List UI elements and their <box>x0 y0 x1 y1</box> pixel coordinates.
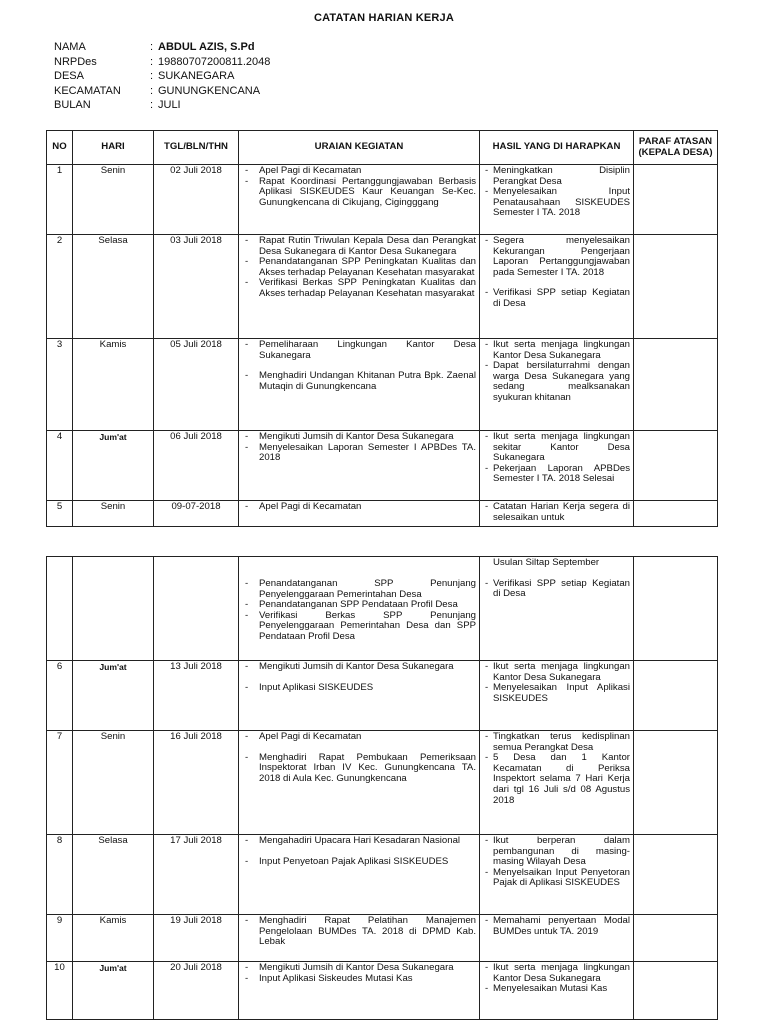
document-title: CATATAN HARIAN KERJA <box>313 12 455 24</box>
activity-item: - Verifikasi Berkas SPP Peningkatan Kualitas dan Akses terhadap Pelayanan Kesehatan masyarakat <box>242 278 476 299</box>
row-activities <box>239 235 480 339</box>
row-no: 4 <box>47 431 73 501</box>
activity-item: - Input Aplikasi Siskeudes Mutasi Kas <box>242 974 476 985</box>
row-day: Senin <box>73 501 154 527</box>
row-date: 05 Juli 2018 <box>154 339 239 431</box>
result-item: - Ikut serta menjaga lingkungan Kantor Desa Sukanegara <box>483 662 630 683</box>
result-item: - Memahami penyertaan Modal BUMDes untuk TA. 2019 <box>483 916 630 937</box>
row-day: Senin <box>73 731 154 835</box>
result-item: - Verifikasi SPP setiap Kegiatan di Desa <box>483 288 630 309</box>
activity-item: - Mengikuti Jumsih di Kantor Desa Sukanegara <box>242 963 476 974</box>
row-results <box>480 431 634 501</box>
info-row-kecamatan <box>54 84 270 99</box>
header-activities: URAIAN KEGIATAN <box>239 131 480 165</box>
row-results <box>480 661 634 731</box>
header-no: NO <box>47 131 73 165</box>
result-item: - 5 Desa dan 1 Kantor Kecamatan di Periksa Inspektort selama 7 Hari Kerja dari tgl 16 Juli s/d 08 Agustus 2018 <box>483 753 630 806</box>
row-no: 9 <box>47 915 73 962</box>
row-date: 06 Juli 2018 <box>154 431 239 501</box>
row-activities <box>239 165 480 235</box>
row-no: 7 <box>47 731 73 835</box>
info-row-desa <box>54 69 270 84</box>
table-row <box>47 962 718 1020</box>
row-activities <box>239 835 480 915</box>
info-colon: : <box>150 99 154 111</box>
row-signature <box>634 962 718 1020</box>
row-no: 8 <box>47 835 73 915</box>
row-signature <box>634 235 718 339</box>
row-no: 1 <box>47 165 73 235</box>
activity-item: - Apel Pagi di Kecamatan <box>242 502 476 513</box>
row-day: Jum'at <box>73 431 154 501</box>
row-results <box>480 835 634 915</box>
row-signature <box>634 431 718 501</box>
activity-item: - Menghadiri Rapat Pembukaan Pemeriksaan Inspektorat Irban IV Kec. Gunungkencana TA. 2018 di Aula Kec. Gunungkencana <box>242 753 476 785</box>
activity-item: - Apel Pagi di Kecamatan <box>242 166 476 177</box>
row-results <box>480 962 634 1020</box>
info-label: NAMA <box>54 41 86 53</box>
result-item: - Meningkatkan Disiplin Perangkat Desa <box>483 166 630 187</box>
row-signature <box>634 835 718 915</box>
info-colon: : <box>150 55 154 68</box>
row-results <box>480 501 634 527</box>
row-no: 3 <box>47 339 73 431</box>
activity-item: - Menghadiri Rapat Pelatihan Manajemen Pengelolaan BUMDes TA. 2018 di DPMD Kab. Lebak <box>242 916 476 948</box>
table-row <box>47 339 718 431</box>
row-signature <box>634 165 718 235</box>
row-activities <box>239 915 480 962</box>
activity-table-page-2 <box>46 556 718 1020</box>
result-item: - Verifikasi SPP setiap Kegiatan di Desa <box>483 579 630 600</box>
table-row <box>47 661 718 731</box>
activity-item: - Penandatanganan SPP Peningkatan Kualitas dan Akses terhadap Pelayanan Kesehatan masyarakat <box>242 257 476 278</box>
activity-item: - Pemeliharaan Lingkungan Kantor Desa Sukanegara <box>242 340 476 361</box>
row-signature <box>634 339 718 431</box>
activity-item: - Input Penyetoan Pajak Aplikasi SISKEUDES <box>242 857 476 868</box>
info-colon: : <box>150 41 154 53</box>
result-item: - Menyelesaikan Mutasi Kas <box>483 984 630 995</box>
activity-item: - Apel Pagi di Kecamatan <box>242 732 476 743</box>
info-colon: : <box>150 84 154 97</box>
activity-item: - Penandatanganan SPP Penunjang Penyelenggaraan Pemerintahan Desa <box>242 579 476 600</box>
row-date: 02 Juli 2018 <box>154 165 239 235</box>
row-activities <box>239 557 480 661</box>
table-row <box>47 835 718 915</box>
activity-item: - Input Aplikasi SISKEUDES <box>242 683 476 694</box>
row-date: 19 Juli 2018 <box>154 915 239 962</box>
activity-item: - Rapat Rutin Triwulan Kepala Desa dan Perangkat Desa Sukanegara di Kantor Desa Sukanegara <box>242 236 476 257</box>
result-item: - Ikut serta menjaga lingkungan Kantor Desa Sukanegara <box>483 963 630 984</box>
row-date: 03 Juli 2018 <box>154 235 239 339</box>
row-date: 09-07-2018 <box>154 501 239 527</box>
result-item: - Catatan Harian Kerja segera di selesaikan untuk <box>483 502 630 523</box>
row-date: 20 Juli 2018 <box>154 962 239 1020</box>
activity-item: - Menyelesaikan Laporan Semester I APBDes TA. 2018 <box>242 443 476 464</box>
info-row-bulan <box>54 98 270 113</box>
row-date <box>154 557 239 661</box>
info-label: DESA <box>54 70 84 82</box>
row-results <box>480 557 634 661</box>
row-activities <box>239 731 480 835</box>
row-signature <box>634 501 718 527</box>
row-day: Jum'at <box>73 962 154 1020</box>
table-row <box>47 731 718 835</box>
result-item: Usulan Siltap September <box>493 557 600 568</box>
row-day: Kamis <box>73 915 154 962</box>
row-day: Selasa <box>73 835 154 915</box>
row-date: 16 Juli 2018 <box>154 731 239 835</box>
row-results <box>480 339 634 431</box>
table-row-continuation <box>47 557 718 661</box>
row-no <box>47 557 73 661</box>
row-no: 6 <box>47 661 73 731</box>
table-row <box>47 235 718 339</box>
table-row <box>47 165 718 235</box>
activity-item: - Penandatanganan SPP Pendataan Profil Desa <box>242 600 476 611</box>
activity-item: - Verifikasi Berkas SPP Penunjang Penyelenggaraan Pemerintahan Desa dan SPP Pendataan Profil Desa <box>242 611 476 643</box>
row-results <box>480 915 634 962</box>
row-results <box>480 235 634 339</box>
row-activities <box>239 339 480 431</box>
header-signature: PARAF ATASAN (KEPALA DESA) <box>634 131 718 165</box>
info-value: GUNUNGKENCANA <box>158 84 261 97</box>
info-colon: : <box>150 70 154 82</box>
row-date: 13 Juli 2018 <box>154 661 239 731</box>
row-signature <box>634 661 718 731</box>
table-row <box>47 431 718 501</box>
activity-item: - Menghadiri Undangan Khitanan Putra Bpk. Zaenal Mutaqin di Gunungkencana <box>242 371 476 392</box>
row-activities <box>239 962 480 1020</box>
activity-item: - Mengikuti Jumsih di Kantor Desa Sukanegara <box>242 432 476 443</box>
info-value: JULI <box>158 99 181 111</box>
row-activities <box>239 501 480 527</box>
row-results <box>480 165 634 235</box>
row-signature <box>634 915 718 962</box>
table-header-row <box>47 131 718 165</box>
table-row <box>47 915 718 962</box>
result-item: - Menyelesaikan Input Aplikasi SISKEUDES <box>483 683 630 704</box>
header-day: HARI <box>73 131 154 165</box>
result-item: - Ikut berperan dalam pembangunan di masing-masing Wilayah Desa <box>483 836 630 868</box>
result-item: - Ikut serta menjaga lingkungan sekitar Kantor Desa Sukanegara <box>483 432 630 464</box>
row-no: 10 <box>47 962 73 1020</box>
info-label: KECAMATAN <box>54 84 121 97</box>
info-value: SUKANEGARA <box>158 70 235 82</box>
result-item: - Dapat bersilaturrahmi dengan warga Desa Sukanegara yang sedang mealksanakan syukuran khitanan <box>483 361 630 403</box>
result-item: - Tingkatkan terus kedisplinan semua Perangkat Desa <box>483 732 630 753</box>
info-row-nrpdes <box>54 55 270 70</box>
activity-table-page-1 <box>46 130 718 527</box>
result-item: - Ikut serta menjaga lingkungan Kantor Desa Sukanegara <box>483 340 630 361</box>
row-date: 17 Juli 2018 <box>154 835 239 915</box>
row-day: Jum'at <box>73 661 154 731</box>
result-item: - Menyelsaikan Input Penyetoran Pajak di Aplikasi SISKEUDES <box>483 868 630 889</box>
result-item: - Pekerjaan Laporan APBDes Semester I TA. 2018 Selesai <box>483 464 630 485</box>
row-activities <box>239 661 480 731</box>
row-signature <box>634 557 718 661</box>
info-label: BULAN <box>54 99 91 111</box>
row-results <box>480 731 634 835</box>
info-label: NRPDes <box>54 55 97 68</box>
row-activities <box>239 431 480 501</box>
info-value: ABDUL AZIS, S.Pd <box>158 41 255 53</box>
result-item: - Menyelesaikan Input Penatausahaan SISKEUDES Semester I TA. 2018 <box>483 187 630 219</box>
row-day <box>73 557 154 661</box>
result-item: - Segera menyelesaikan Kekurangan Pengerjaan Laporan Pertanggungjawaban pada Semester I TA. 2018 <box>483 236 630 278</box>
employee-info <box>54 40 270 113</box>
info-value: 19880707200811.2048 <box>158 55 271 68</box>
activity-item: - Mengahadiri Upacara Hari Kesadaran Nasional <box>242 836 476 847</box>
row-no: 5 <box>47 501 73 527</box>
table-row <box>47 501 718 527</box>
activity-item: - Rapat Koordinasi Pertanggungjawaban Berbasis Aplikasi SISKEUDES Kaur Keuangan Se-Kec. Gunungkencana di Cikujang, Cigingggang <box>242 177 476 209</box>
info-row-nama <box>54 40 270 55</box>
header-results: HASIL YANG DI HARAPKAN <box>480 131 634 165</box>
row-day: Kamis <box>73 339 154 431</box>
row-signature <box>634 731 718 835</box>
row-day: Senin <box>73 165 154 235</box>
row-no: 2 <box>47 235 73 339</box>
header-date: TGL/BLN/THN <box>154 131 239 165</box>
activity-item: - Mengikuti Jumsih di Kantor Desa Sukanegara <box>242 662 476 673</box>
row-day: Selasa <box>73 235 154 339</box>
